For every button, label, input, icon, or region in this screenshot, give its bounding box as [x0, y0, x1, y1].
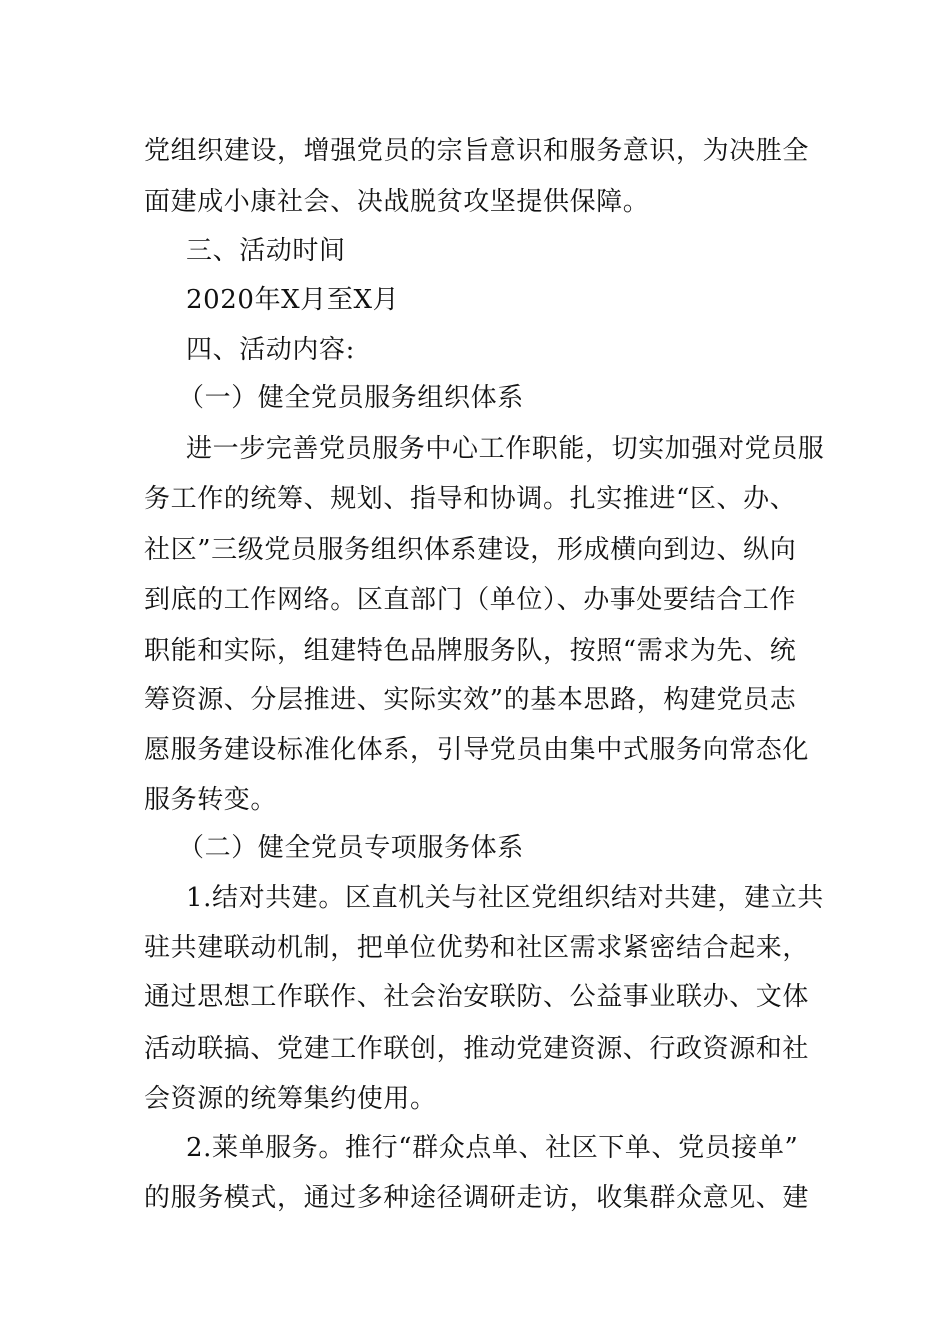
paragraph-line: 会资源的统筹集约使用。 [144, 1084, 437, 1114]
paragraph-line: 进一步完善党员服务中心工作职能，切实加强对党员服 [186, 434, 825, 464]
paragraph-line: 通过思想工作联作、社会治安联防、公益事业联办、文体 [144, 982, 810, 1012]
paragraph-line: 的服务模式，通过多种途径调研走访，收集群众意见、建 [144, 1183, 810, 1213]
paragraph-line: 愿服务建设标准化体系，引导党员由集中式服务向常态化 [144, 735, 810, 765]
section-heading-time: 三、活动时间 [186, 236, 346, 266]
subsection-heading-2: （二）健全党员专项服务体系 [178, 833, 524, 863]
section-heading-content: 四、活动内容: [186, 335, 355, 365]
paragraph-line: 1.结对共建。区直机关与社区党组织结对共建，建立共 [186, 883, 824, 913]
paragraph-line: 2.莱单服务。推行“群众点单、社区下单、党员接单” [186, 1133, 799, 1163]
paragraph-line: 服务转变。 [144, 785, 278, 815]
paragraph-line: 党组织建设，增强党员的宗旨意识和服务意识，为决胜全 [144, 136, 810, 166]
activity-time-value: 2020年X月至X月 [186, 285, 400, 315]
paragraph-line: 职能和实际，组建特色品牌服务队，按照“需求为先、统 [144, 636, 797, 666]
paragraph-line: 活动联搞、党建工作联创，推动党建资源、行政资源和社 [144, 1034, 810, 1064]
paragraph-line: 社区”三级党员服务组织体系建设，形成横向到边、纵向 [144, 535, 797, 565]
paragraph-line: 务工作的统筹、规划、指导和协调。扎实推进“区、办、 [144, 484, 797, 514]
paragraph-line: 到底的工作网络。区直部门（单位）、办事处要结合工作 [144, 585, 797, 615]
paragraph-line: 驻共建联动机制，把单位优势和社区需求紧密结合起来， [144, 933, 810, 963]
subsection-heading-1: （一）健全党员服务组织体系 [178, 383, 524, 413]
paragraph-line: 筹资源、分层推进、实际实效”的基本思路，构建党员志 [144, 685, 797, 715]
paragraph-line: 面建成小康社会、决战脱贫攻坚提供保障。 [144, 187, 650, 217]
